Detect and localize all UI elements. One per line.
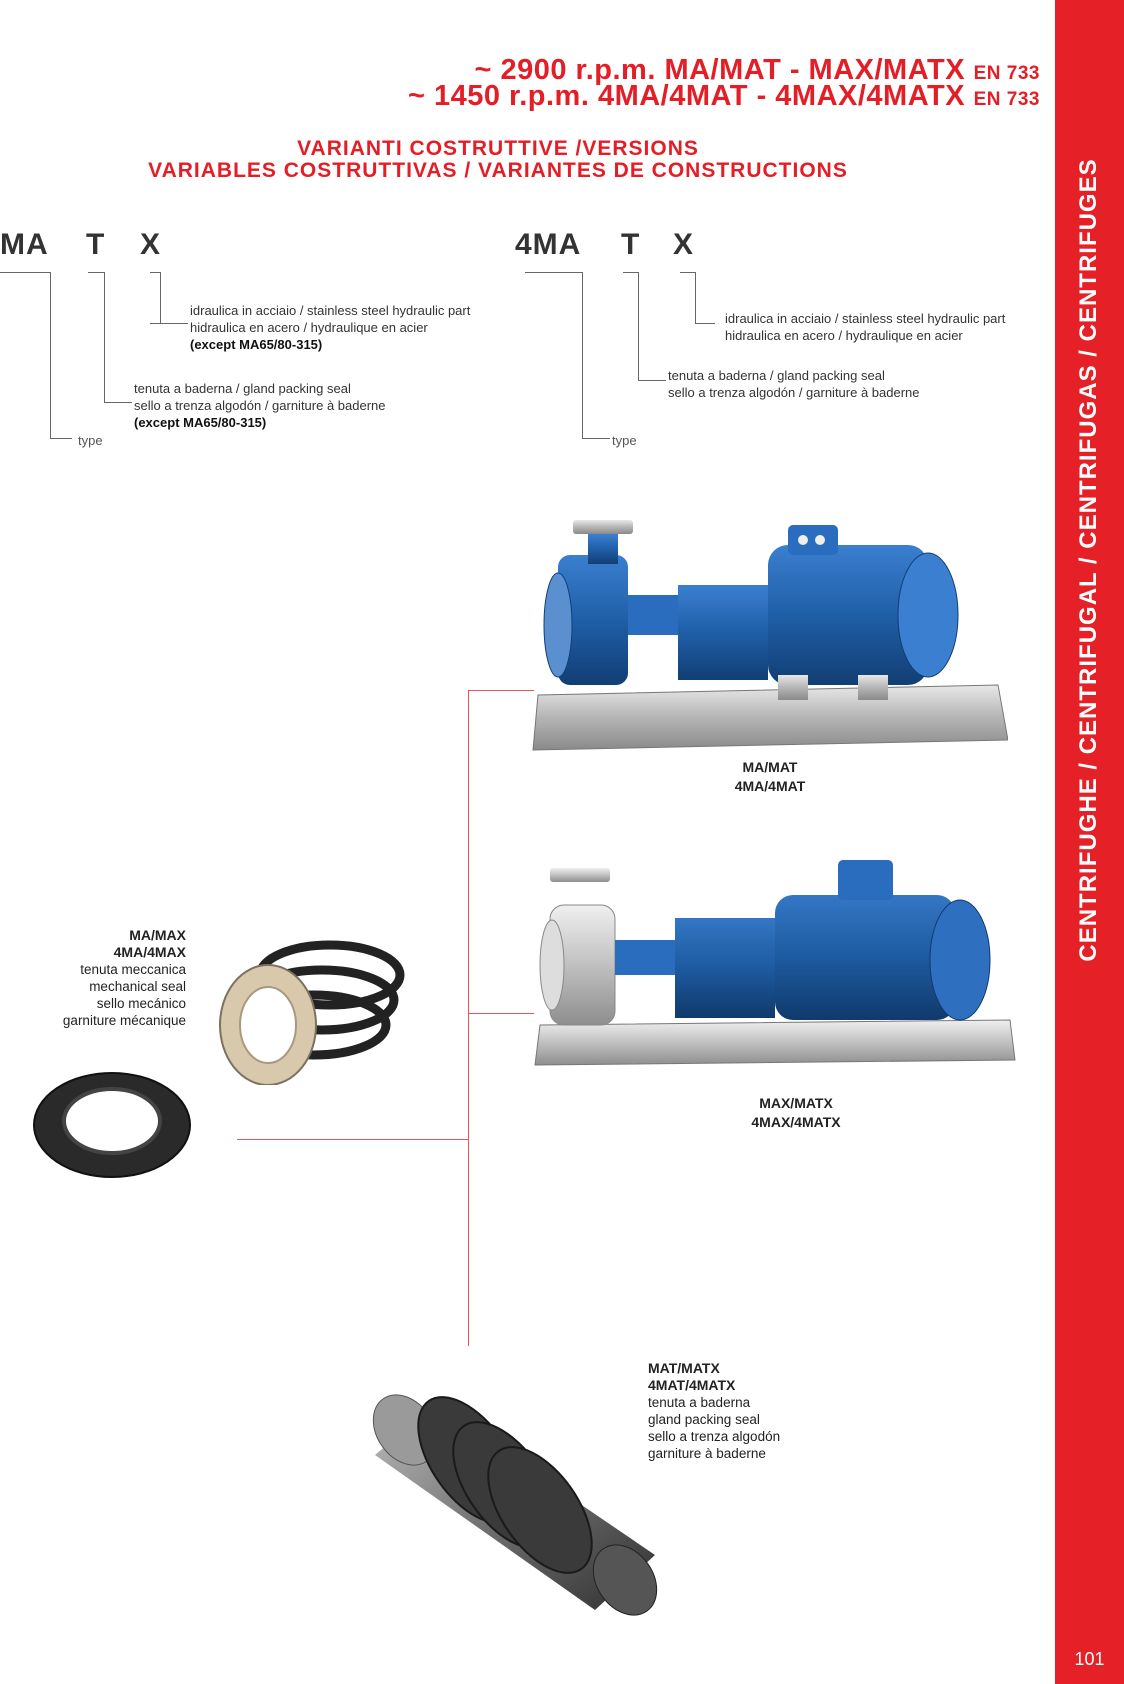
connector-seal	[237, 1139, 469, 1140]
title-2900-main: ~ 2900 r.p.m. MA/MAT - MAX/MATX	[474, 54, 966, 86]
desc-left-t-l1: tenuta a baderna / gland packing seal	[134, 381, 351, 396]
gland-text	[648, 1360, 780, 1462]
leader-left-t-top	[88, 272, 104, 273]
pump2-caption	[706, 1094, 886, 1132]
desc-right-type: type	[612, 433, 637, 448]
desc-left-x-l2: hidraulica en acero / hydraulique en acier	[190, 320, 428, 335]
desc-right-t	[668, 367, 920, 401]
pump-ma-mat-image	[528, 515, 1008, 755]
pump2-caption-l1: MAX/MATX	[759, 1095, 833, 1111]
seal-text	[30, 927, 186, 1029]
desc-right-x-l1: idraulica in acciaio / stainless steel hydraulic part	[725, 311, 1006, 326]
leader-right-t-bottom	[638, 380, 666, 381]
seal-title2: 4MA/4MAX	[113, 944, 186, 960]
desc-left-x	[190, 302, 470, 353]
desc-left-x-l3: (except MA65/80-315)	[190, 337, 323, 352]
leader-left-x	[150, 272, 188, 324]
mechanical-seal-ring-image	[30, 1063, 200, 1183]
mechanical-seal-spring-image	[210, 925, 420, 1085]
pump2-caption-l2: 4MAX/4MATX	[751, 1114, 841, 1130]
desc-left-t	[134, 380, 386, 431]
title-1450-norm: EN 733	[973, 89, 1040, 110]
leader-right-x-top	[680, 272, 695, 273]
desc-left-type: type	[78, 433, 103, 448]
gland-title1: MAT/MATX	[648, 1360, 720, 1376]
leader-left-type-top	[0, 272, 50, 273]
leader-right-t-vert	[638, 272, 639, 380]
pump1-caption-l2: 4MA/4MAT	[734, 778, 806, 794]
desc-right-x	[725, 310, 1005, 344]
pump-max-matx-image	[520, 860, 1020, 1070]
pump1-caption-l1: MA/MAT	[742, 759, 798, 775]
leader-left-t-bottom	[104, 402, 132, 403]
desc-right-t-l1: tenuta a baderna / gland packing seal	[668, 368, 885, 383]
gland-l2: gland packing seal	[648, 1412, 760, 1427]
leader-right-t-top	[623, 272, 638, 273]
seal-title1: MA/MAX	[129, 927, 186, 943]
desc-left-t-l2: sello a trenza algodón / garniture à baderne	[134, 398, 386, 413]
code-right-t: T	[621, 228, 641, 261]
title-line-1450	[408, 82, 1040, 114]
title-2900-norm: EN 733	[973, 63, 1040, 84]
leader-right-type-vert	[582, 272, 583, 438]
seal-l4: garniture mécanique	[62, 1013, 186, 1028]
gland-title2: 4MAT/4MATX	[648, 1377, 736, 1393]
title-1450-main: ~ 1450 r.p.m. 4MA/4MAT - 4MAX/4MATX	[407, 80, 966, 112]
leader-left-type-bottom	[50, 438, 72, 439]
code-left-t: T	[86, 228, 106, 261]
gland-l4: garniture à baderne	[648, 1446, 766, 1461]
leader-right-type-bottom	[582, 438, 610, 439]
desc-right-t-l2: sello a trenza algodón / garniture à baderne	[668, 385, 920, 400]
leader-left-x-bottom	[160, 323, 186, 324]
seal-l3: sello mecánico	[96, 996, 186, 1011]
sidebar-category	[1055, 0, 1124, 1684]
leader-left-x-top	[150, 272, 160, 273]
subtitle-variables: VARIABLES COSTRUTTIVAS / VARIANTES DE CONSTRUCTIONS	[148, 159, 848, 182]
pump1-caption	[680, 758, 860, 796]
gland-l3: sello a trenza algodón	[648, 1429, 781, 1444]
leader-left-x-vert	[160, 272, 161, 323]
sidebar-label: CENTRIFUGHE / CENTRIFUGAL / CENTRIFUGAS / CENTRIFUGES	[1075, 158, 1102, 962]
page-number: 101	[1074, 1649, 1105, 1669]
connector-pump1	[468, 690, 534, 691]
code-right-4ma: 4MA	[515, 228, 582, 261]
desc-right-x-l2: hidraulica en acero / hydraulique en acier	[725, 328, 963, 343]
leader-right-x-vert	[695, 272, 696, 323]
leader-left-type-vert	[50, 272, 51, 438]
gland-l1: tenuta a baderna	[648, 1395, 751, 1410]
leader-right-x-bottom	[695, 323, 715, 324]
desc-left-x-l1: idraulica in acciaio / stainless steel hydraulic part	[190, 303, 471, 318]
leader-right-type-top	[525, 272, 582, 273]
subtitle-versions: VARIANTI COSTRUTTIVE /VERSIONS	[297, 137, 699, 160]
code-right-x: X	[673, 228, 695, 261]
code-left-ma: MA	[0, 228, 49, 261]
gland-packing-image	[365, 1375, 665, 1625]
desc-left-t-l3: (except MA65/80-315)	[134, 415, 267, 430]
seal-l1: tenuta meccanica	[80, 962, 186, 977]
leader-left-t-vert	[104, 272, 105, 402]
seal-l2: mechanical seal	[89, 979, 186, 994]
code-left-x: X	[140, 228, 162, 261]
connector-vertical	[468, 690, 469, 1346]
